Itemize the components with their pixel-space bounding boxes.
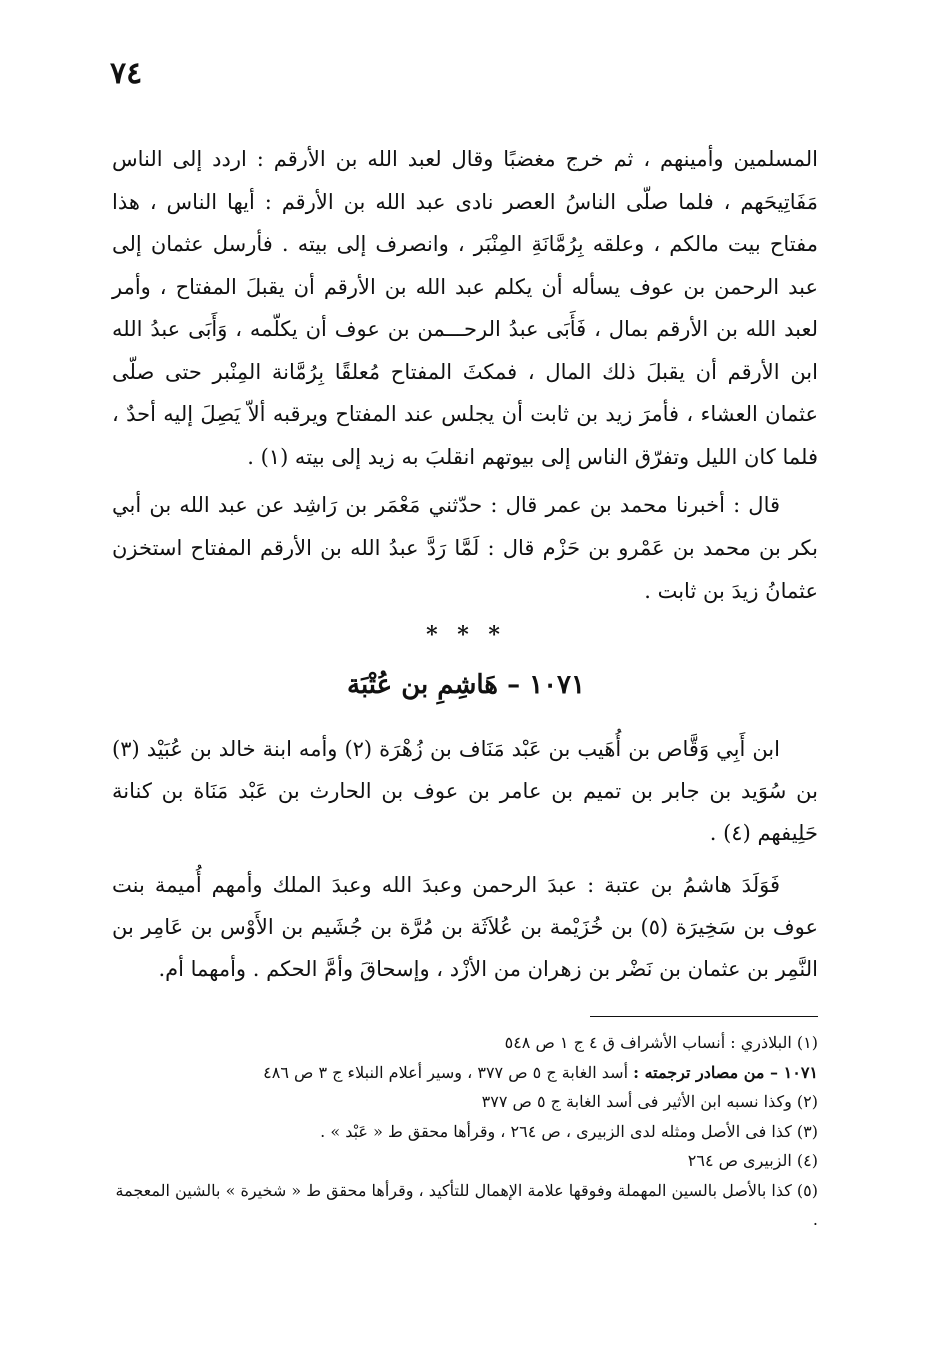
footnote-4: (٤) الزبيرى ص ٢٦٤ [687,1151,818,1170]
paragraph-4-text: فَوَلَدَ هاشمُ بن عتبة : عبدَ الرحمن وعبدَ الله وعبدَ الملك وأمهم أُميمة بنت عوف بن سَخِيرَة (٥) بن خُزَيْمة بن عُلاَثَة بن مُرَّة بن جُشَيم بن الأَوْس بن عَامِر بن النَّمِر بن عثمان بن نَضْر بن زهران من الأزْد ، وإسحاقَ وأمَّ الحكم . وأمهما أم. [112,873,819,981]
footnote-1: (١) البلاذري : أنساب الأشراف ق ٤ ج ١ ص ٥٤٨ [504,1033,818,1052]
footnotes [112,1028,818,1235]
paragraph-1: المسلمين وأمينهم ، ثم خرج مغضبًا وقال لعبد الله بن الأرقم : اردد إلى الناس مَفَاتِيحَهم ، فلما صلّى الناسُ العصر نادى عبد الله بن الأرقم : أيها الناس ، هذا مفتاح بيت مالكم ، وعلقه بِرُمَّانَةِ المِنْبَر ، وانصرف إلى بيته . فأرسل عثمان إلى عبد الرحمن بن عوف يسأله أن يكلم عبد الله بن الأرقم أن يقبلَ المفتاح ، وأمر لعبد الله بن الأرقم بمال ، فَأَبَى عبدُ الرحـــمن بن عوف أن يكلّمه ، وَأَبَى عبدُ الله ابن الأرقم أن يقبلَ ذلك المال ، فمكثَ المفتاح مُعلقًا بِرُمَّانة المِنْبر حتى صلّى عثمان العشاء ، فأمرَ زيد بن ثابت أن يجلس عند المفتاح ويرقبه ألاّ يَصِلَ إليه أحدٌ ، فلما كان الليل وتفرّق الناس إلى بيوتهم انقلبَ به زيد إلى بيته (١) . [112,147,818,469]
entry-heading: ١٠٧١ – هَاشِمِ بن عُتْبَة [347,670,585,700]
footnote-sources-label: ١٠٧١ – من مصادر ترجمته : [633,1062,818,1082]
paragraph-3 [112,728,818,854]
footnote-2: (٢) وكذا نسبه ابن الأثير فى أسد الغابة ج ٥ ص ٣٧٧ [481,1092,818,1111]
footnote-divider [590,1016,818,1017]
footnote-sources-text: أسد الغابة ج ٥ ص ٣٧٧ ، وسير أعلام النبلاء ج ٣ ص ٤٨٦ [263,1062,634,1082]
footnote-5: (٥) كذا بالأصل بالسين المهملة وفوقها علامة الإهمال للتأكيد ، وقرأها محقق ط « شخيرة » بالشين المعجمة . [115,1180,818,1229]
paragraph-4 [112,864,818,990]
footnote-3: (٣) كذا فى الأصل ومثله لدى الزبيرى ، ص ٢٦٤ ، وقرأها محقق ط « عَبْد » . [320,1121,818,1141]
footnote-sources [112,1058,818,1088]
paragraph-3-text: ابن أَبِي وَقَّاص بن أُهَيب بن عَبْد مَنَاف بن زُهْرَة (٢) وأمه ابنة خالد بن عُبَيْد (٣) بن سُوَيد بن جابر بن تميم بن عامر بن عوف بن الحارث بن عَبْد مَنَاة بن كنانة حَلِيفهم (٤) . [112,737,818,845]
paragraph-2 [112,484,818,613]
section-separator: * * * [426,622,506,648]
page-number: ٧٤ [110,56,143,91]
paragraph-2-text: قال : أخبرنا محمد بن عمر قال : حدّثني مَعْمَر بن رَاشِد عن عبد الله بن أبي بكر بن محمد بن عَمْرو بن حَزْم قال : لَمَّا رَدَّ عبدُ الله بن الأرقم المفتاح استخزن عثمانُ زيدَ بن ثابت . [112,493,818,603]
